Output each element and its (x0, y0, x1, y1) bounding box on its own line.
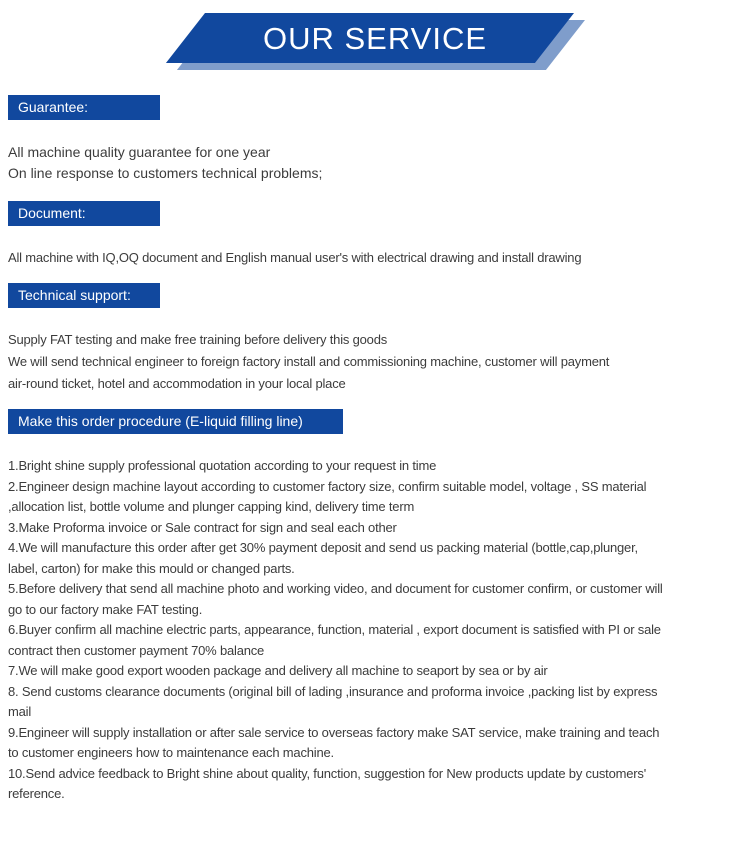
procedure-line: ,allocation list, bottle volume and plunger capping kind, delivery time term (8, 499, 415, 514)
service-banner (0, 0, 750, 93)
procedure-line: go to our factory make FAT testing. (8, 601, 203, 617)
guarantee-line: On line response to customers technical problems; (8, 165, 323, 181)
document-line: All machine with IQ,OQ document and English manual user's with electrical drawing and install drawing (8, 250, 582, 265)
section-bar-guarantee (8, 95, 160, 120)
procedure-line: 6.Buyer confirm all machine electric parts, appearance, function, material , export document is satisfied with PI or sale (8, 622, 661, 637)
guarantee-line: All machine quality guarantee for one year (8, 144, 271, 160)
section-heading-label: Guarantee: (18, 99, 89, 115)
technical-support-line: air-round ticket, hotel and accommodation in your local place (8, 376, 346, 391)
section-heading-label: Technical support: (18, 287, 131, 303)
procedure-line: 8. Send customs clearance documents (original bill of lading ,insurance and proforma invoice ,packing list by express (8, 683, 658, 699)
procedure-line: 5.Before delivery that send all machine photo and working video, and document for customer confirm, or customer will (8, 581, 663, 596)
procedure-line: 10.Send advice feedback to Bright shine about quality, function, suggestion for New products update by customers' (8, 765, 646, 781)
section-bar-order-procedure (8, 409, 343, 434)
procedure-line: reference. (8, 786, 65, 801)
technical-support-line: We will send technical engineer to foreign factory install and commissioning machine, customer will payment (8, 354, 610, 369)
procedure-line: 9.Engineer will supply installation or after sale service to overseas factory make SAT service, make training and teach (8, 724, 660, 740)
procedure-line: 2.Engineer design machine layout according to customer factory size, confirm suitable model, voltage , SS material (8, 478, 647, 494)
procedure-line: 1.Bright shine supply professional quotation according to your request in time (8, 458, 437, 473)
procedure-line: to customer engineers how to maintenance each machine. (8, 745, 334, 760)
section-bar-document (8, 201, 160, 226)
document-paragraph (8, 247, 750, 269)
section-heading-label: Make this order procedure (E-liquid filling line) (18, 413, 303, 429)
banner-title: OUR SERVICE (262, 21, 488, 56)
order-procedure-list (8, 456, 750, 805)
procedure-line: label, carton) for make this mould or changed parts. (8, 560, 295, 576)
procedure-line: contract then customer payment 70% balance (8, 642, 265, 658)
procedure-line: 7.We will make good export wooden package and delivery all machine to seaport by sea or by air (8, 663, 548, 678)
section-bar-technical-support (8, 283, 160, 308)
technical-support-paragraph (8, 329, 750, 395)
section-heading-label: Document: (18, 205, 86, 221)
technical-support-line: Supply FAT testing and make free training before delivery this goods (8, 332, 388, 347)
guarantee-paragraph (8, 142, 750, 184)
procedure-line: 3.Make Proforma invoice or Sale contract for sign and seal each other (8, 519, 397, 535)
procedure-line: mail (8, 704, 32, 719)
procedure-line: 4.We will manufacture this order after get 30% payment deposit and send us packing material (bottle,cap,plunger, (8, 540, 638, 555)
